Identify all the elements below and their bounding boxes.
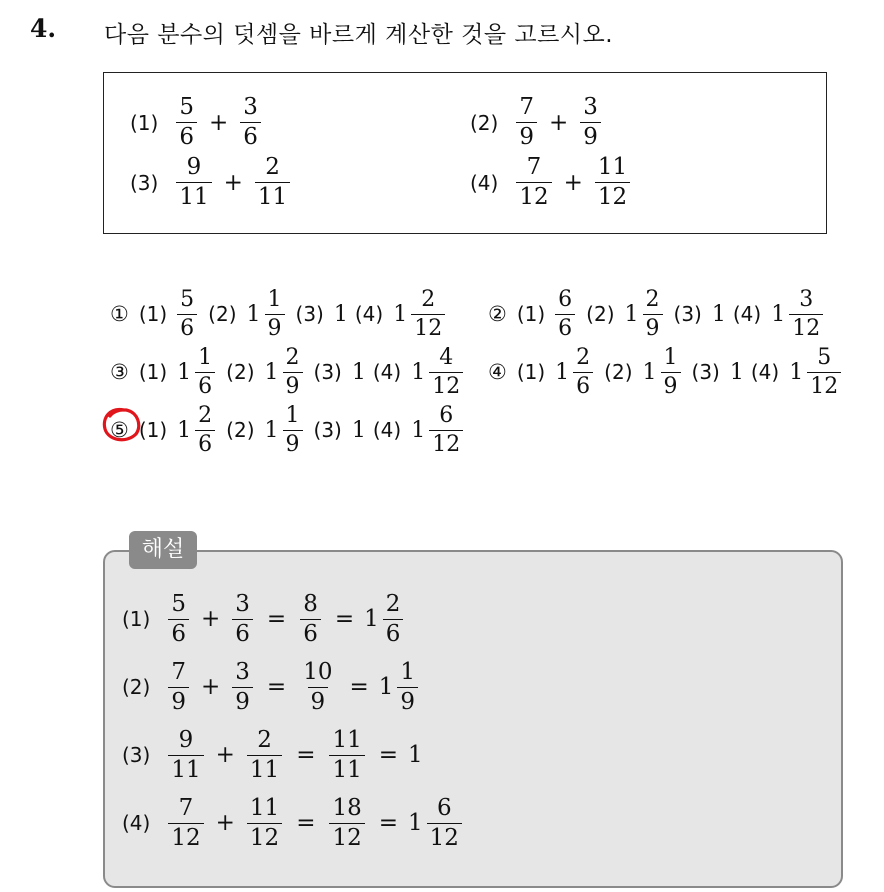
whole-number: 1	[642, 359, 657, 385]
fraction	[177, 286, 197, 341]
numerator: 1	[663, 344, 678, 370]
fraction: $\frac{7}{12}$	[516, 156, 551, 209]
part-label: (2)	[226, 360, 255, 384]
whole-number: 1	[351, 417, 366, 443]
plus-sign: +	[200, 606, 221, 632]
plus-sign: +	[215, 810, 235, 836]
whole-number: 1	[333, 301, 348, 327]
solution-title: 해설	[129, 531, 197, 569]
equals-sign: =	[378, 810, 399, 836]
fraction	[661, 344, 681, 399]
solution-label: (2)	[122, 675, 151, 699]
part-label: (2)	[604, 360, 633, 384]
numerator: 6	[436, 794, 452, 821]
whole-number: 1	[378, 674, 394, 700]
numerator: 2	[257, 726, 272, 753]
whole-number: 1	[246, 301, 261, 327]
fraction	[283, 402, 303, 457]
numerator: 3	[799, 286, 814, 312]
whole-number: 1	[624, 301, 639, 327]
numerator: 5	[180, 286, 195, 312]
denominator: 11	[168, 755, 203, 782]
numerator: 2	[385, 590, 401, 617]
problem-4	[470, 156, 634, 209]
denominator: 12	[789, 314, 823, 340]
denominator: 12	[329, 823, 364, 850]
problem-3	[130, 156, 294, 209]
whole-number: 1	[264, 417, 279, 443]
numerator: 2	[198, 402, 213, 428]
equals-sign: =	[334, 606, 355, 632]
denominator: 9	[308, 687, 329, 714]
numerator: 18	[332, 794, 362, 821]
denominator: 12	[429, 430, 463, 456]
problem-2	[470, 96, 605, 149]
problem-label: (2)	[470, 110, 499, 135]
denominator: 6	[573, 372, 593, 398]
fraction	[643, 286, 663, 341]
fraction: $\frac{9}{11}$	[176, 156, 211, 209]
numerator: 11	[249, 794, 280, 821]
equals-sign: =	[296, 810, 316, 836]
choice-3[interactable]	[110, 344, 474, 400]
part-label: (4)	[750, 360, 780, 384]
question-text: 다음 분수의 덧셈을 바르게 계산한 것을 고르시오.	[104, 22, 614, 48]
fraction	[397, 658, 418, 715]
numerator: 3	[235, 590, 250, 617]
fraction	[232, 658, 253, 715]
solution-line-2	[122, 653, 422, 721]
denominator: 12	[411, 314, 445, 340]
answer-circle-mark	[100, 404, 142, 444]
fraction	[427, 794, 462, 851]
whole-number: 1	[789, 359, 804, 385]
part-label: (3)	[295, 302, 324, 326]
numerator: 2	[285, 344, 300, 370]
denominator: 6	[177, 314, 197, 340]
denominator: 9	[283, 430, 303, 456]
fraction	[383, 590, 404, 647]
part-label: (3)	[691, 360, 720, 384]
question-number: 4.	[30, 14, 57, 43]
part-label: (3)	[673, 302, 702, 326]
part-label: (3)	[313, 418, 342, 442]
fraction	[247, 726, 282, 783]
fraction: $\frac{3}{9}$	[580, 96, 601, 149]
choice-symbol: ③	[110, 360, 129, 384]
whole-number: 1	[177, 417, 192, 443]
numerator: 10	[303, 658, 333, 685]
plus-sign: +	[208, 109, 229, 136]
part-label: (1)	[138, 418, 168, 442]
denominator: 9	[168, 687, 189, 714]
problem-label: (1)	[130, 110, 159, 135]
part-label: (1)	[516, 302, 546, 326]
numerator: 5	[171, 590, 186, 617]
numerator: 2	[645, 286, 660, 312]
numerator: 2	[421, 286, 436, 312]
whole-number: 1	[393, 301, 408, 327]
denominator: 12	[807, 372, 841, 398]
numerator: 6	[439, 402, 454, 428]
whole-number: 1	[711, 301, 726, 327]
fraction	[283, 344, 303, 399]
whole-number: 1	[264, 359, 279, 385]
fraction: $\frac{5}{6}$	[176, 96, 197, 149]
fraction	[573, 344, 593, 399]
part-label: (3)	[313, 360, 342, 384]
denominator: 6	[195, 430, 215, 456]
fraction	[329, 726, 364, 783]
denominator: 9	[265, 314, 285, 340]
whole-number: 1	[411, 417, 426, 443]
part-label: (1)	[138, 360, 168, 384]
denominator: 9	[643, 314, 663, 340]
denominator: 6	[195, 372, 215, 398]
equals-sign: =	[349, 674, 369, 700]
denominator: 6	[383, 619, 404, 646]
part-label: (2)	[586, 302, 615, 326]
denominator: 11	[329, 755, 364, 782]
numerator: 1	[267, 286, 282, 312]
solution-line-4	[122, 789, 466, 857]
denominator: 6	[300, 619, 321, 646]
denominator: 11	[247, 755, 282, 782]
part-label: (4)	[732, 302, 762, 326]
denominator: 6	[168, 619, 189, 646]
fraction	[232, 590, 253, 647]
fraction: $\frac{3}{6}$	[240, 96, 261, 149]
fraction	[411, 286, 445, 341]
fraction	[789, 286, 823, 341]
equals-sign: =	[266, 674, 287, 700]
numerator: 1	[400, 658, 416, 685]
part-label: (2)	[226, 418, 255, 442]
plus-sign: +	[563, 169, 583, 196]
fraction: $\frac{7}{9}$	[516, 96, 537, 149]
solution-label: (1)	[122, 607, 151, 631]
part-label: (4)	[372, 360, 402, 384]
whole-number: 1	[177, 359, 192, 385]
solution-label: (4)	[122, 811, 151, 835]
solution-line-3	[122, 721, 423, 789]
denominator: 9	[232, 687, 253, 714]
whole-number: 1	[729, 359, 744, 385]
part-label: (4)	[372, 418, 402, 442]
choice-symbol: ①	[110, 302, 129, 326]
whole-number: 1	[411, 359, 426, 385]
plus-sign: +	[223, 169, 243, 196]
plus-sign: +	[200, 674, 221, 700]
choice-symbol: ⑤	[110, 418, 129, 442]
numerator: 3	[235, 658, 250, 685]
numerator: 9	[178, 726, 194, 753]
fraction	[555, 286, 575, 341]
choice-2[interactable]	[488, 286, 834, 342]
equals-sign: =	[378, 742, 399, 768]
numerator: 1	[285, 402, 300, 428]
fraction	[195, 344, 215, 399]
fraction	[168, 590, 189, 647]
part-label: (1)	[516, 360, 546, 384]
denominator: 12	[247, 823, 282, 850]
numerator: 1	[198, 344, 213, 370]
denominator: 12	[168, 823, 203, 850]
solution-label: (3)	[122, 743, 151, 767]
fraction	[195, 402, 215, 457]
whole-number: 1	[351, 359, 366, 385]
fraction: $\frac{2}{11}$	[255, 156, 290, 209]
numerator: 7	[171, 658, 186, 685]
denominator: 9	[283, 372, 303, 398]
fraction	[265, 286, 285, 341]
whole-number: 1	[408, 810, 423, 836]
fraction	[429, 402, 463, 457]
whole-number: 1	[555, 359, 570, 385]
part-label: (1)	[138, 302, 168, 326]
plus-sign: +	[548, 109, 569, 136]
denominator: 12	[427, 823, 462, 850]
fraction	[168, 726, 203, 783]
equals-sign: =	[266, 606, 287, 632]
fraction: $\frac{11}{12}$	[595, 156, 630, 209]
numerator: 11	[332, 726, 362, 753]
plus-sign: +	[215, 742, 235, 768]
numerator: 7	[178, 794, 194, 821]
problem-label: (3)	[130, 170, 159, 195]
numerator: 2	[576, 344, 591, 370]
solution-line-1	[122, 585, 407, 653]
choice-symbol: ②	[488, 302, 507, 326]
numerator: 4	[439, 344, 454, 370]
whole-number: 1	[408, 742, 423, 768]
numerator: 5	[817, 344, 832, 370]
denominator: 9	[397, 687, 418, 714]
part-label: (4)	[354, 302, 384, 326]
choice-symbol: ④	[488, 360, 507, 384]
fraction	[247, 794, 282, 851]
choice-4[interactable]	[488, 344, 852, 400]
choice-1[interactable]	[110, 286, 456, 342]
denominator: 12	[429, 372, 463, 398]
denominator: 9	[661, 372, 681, 398]
choice-5[interactable]	[110, 402, 474, 458]
denominator: 6	[232, 619, 253, 646]
fraction	[329, 794, 364, 851]
problem-1	[130, 96, 265, 149]
numerator: 6	[558, 286, 573, 312]
fraction	[807, 344, 841, 399]
part-label: (2)	[208, 302, 237, 326]
denominator: 6	[555, 314, 575, 340]
equals-sign: =	[296, 742, 316, 768]
whole-number: 1	[364, 606, 379, 632]
fraction	[300, 658, 335, 715]
problem-label: (4)	[470, 170, 499, 195]
fraction	[429, 344, 463, 399]
fraction	[168, 658, 189, 715]
fraction	[168, 794, 203, 851]
fraction	[300, 590, 321, 647]
whole-number: 1	[771, 301, 786, 327]
numerator: 8	[303, 590, 318, 617]
